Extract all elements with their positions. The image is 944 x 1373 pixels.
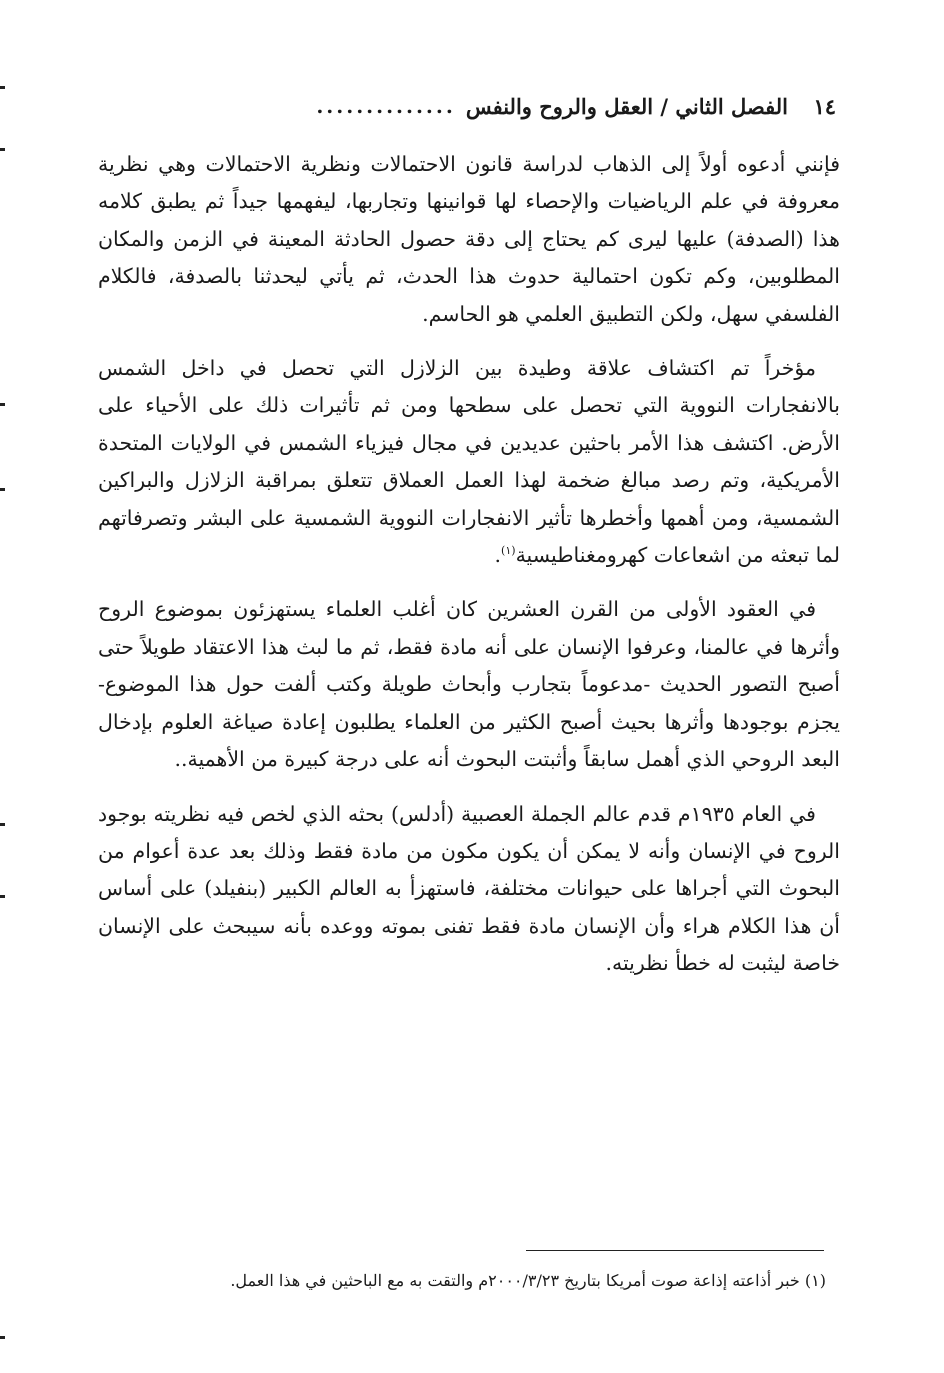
margin-mark xyxy=(0,895,5,898)
paragraph-3 xyxy=(98,591,840,778)
paragraph-3-text: في العقود الأولى من القرن العشرين كان أغلب العلماء يستهزئون بموضوع الروح وأثرها في عالمنا، وعرفوا الإنسان على أنه مادة فقط، ثم ما لبث هذا الاعتقاد طويلاً حتى أصبح التصور الحديث -مدعوماً بتجارب وأبحاث طويلة وكتب ألفت حول هذا الموضوع- يجزم بوجودها وأثرها بحيث أصبح الكثير من العلماء يطلبون إعادة صياغة العلوم بإدخال البعد الروحي الذي أهمل سابقاً وأثبتت البحوث أنه على درجة كبيرة من الأهمية.. xyxy=(98,597,840,772)
paragraph-1-text: فإنني أدعوه أولاً إلى الذهاب لدراسة قانون الاحتمالات ونظرية الاحتمالات وهي نظرية معروفة في علم الرياضيات والإحصاء لها قوانينها وتجاربها، ليفهمها جيداً ثم يطبق كلامه هذا (الصدفة) عليها ليرى كم يحتاج إلى دقة حصول الحادثة المعينة في الزمن والمكان المطلوبين، وكم تكون احتمالية حدوث هذا الحدث، ثم يأتي ليحدثنا بالصدفة، فالكلام الفلسفي سهل، ولكن التطبيق العلمي هو الحاسم. xyxy=(98,152,840,326)
margin-mark xyxy=(0,488,5,491)
margin-mark xyxy=(0,403,5,406)
paragraph-1 xyxy=(98,146,840,333)
paragraph-4 xyxy=(98,796,840,983)
margin-mark xyxy=(0,823,5,826)
page-number: ١٤ xyxy=(813,93,836,119)
running-header xyxy=(96,88,840,124)
paragraph-4-text: في العام ١٩٣٥م قدم عالم الجملة العصبية (أدلس) بحثه الذي لخص فيه نظريته بوجود الروح في الإنسان وأنه لا يمكن أن يكون مكون من مادة فقط وذلك بعد عدة أعوام من البحوث التي أجراها على حيوانات مختلفة، فاستهزأ به العالم الكبير (بنفيلد) على أساس أن هذا الكلام هراء وأن الإنسان مادة فقط تفنى بموته ووعده بأنه سيبحث على الإنسان خاصة ليثبت له خطأ نظريته. xyxy=(98,801,840,976)
footnote-reference[interactable]: (١) xyxy=(501,544,516,558)
footnote: (١) خبر أذاعته إذاعة صوت أمريكا بتاريخ ٢٠٠٠/٣/٢٣م والتقت به مع الباحثين في هذا العمل. xyxy=(230,1271,826,1290)
margin-mark xyxy=(0,148,5,151)
header-dot-leader: .............. xyxy=(316,94,456,118)
running-title: الفصل الثاني / العقل والروح والنفس xyxy=(465,93,788,119)
paragraph-2 xyxy=(98,350,840,574)
margin-mark xyxy=(0,86,5,89)
paragraph-2-end: . xyxy=(494,543,502,568)
body-text xyxy=(98,146,840,1000)
paragraph-2-text: مؤخراً تم اكتشاف علاقة وطيدة بين الزلازل التي تحصل في داخل الشمس بالانفجارات النووية التي تحصل على سطحها ومن ثم تأثيرات ذلك على الأحياء على الأرض. اكتشف هذا الأمر باحثين عديدين في مجال فيزياء الشمس في الولايات المتحدة الأمريكية، وتم رصد مبالغ ضخمة لهذا العمل العملاق تتعلق بمراقبة الزلازل والبراكين الشمسية، ومن أهمها وأخطرها تأثير الانفجارات النووية الشمسية على البشر وتصرفاتهم لما تبعثه من اشعاعات كهرومغناطيسية xyxy=(98,356,840,568)
footnote-divider xyxy=(526,1250,824,1251)
margin-mark xyxy=(0,1336,5,1339)
